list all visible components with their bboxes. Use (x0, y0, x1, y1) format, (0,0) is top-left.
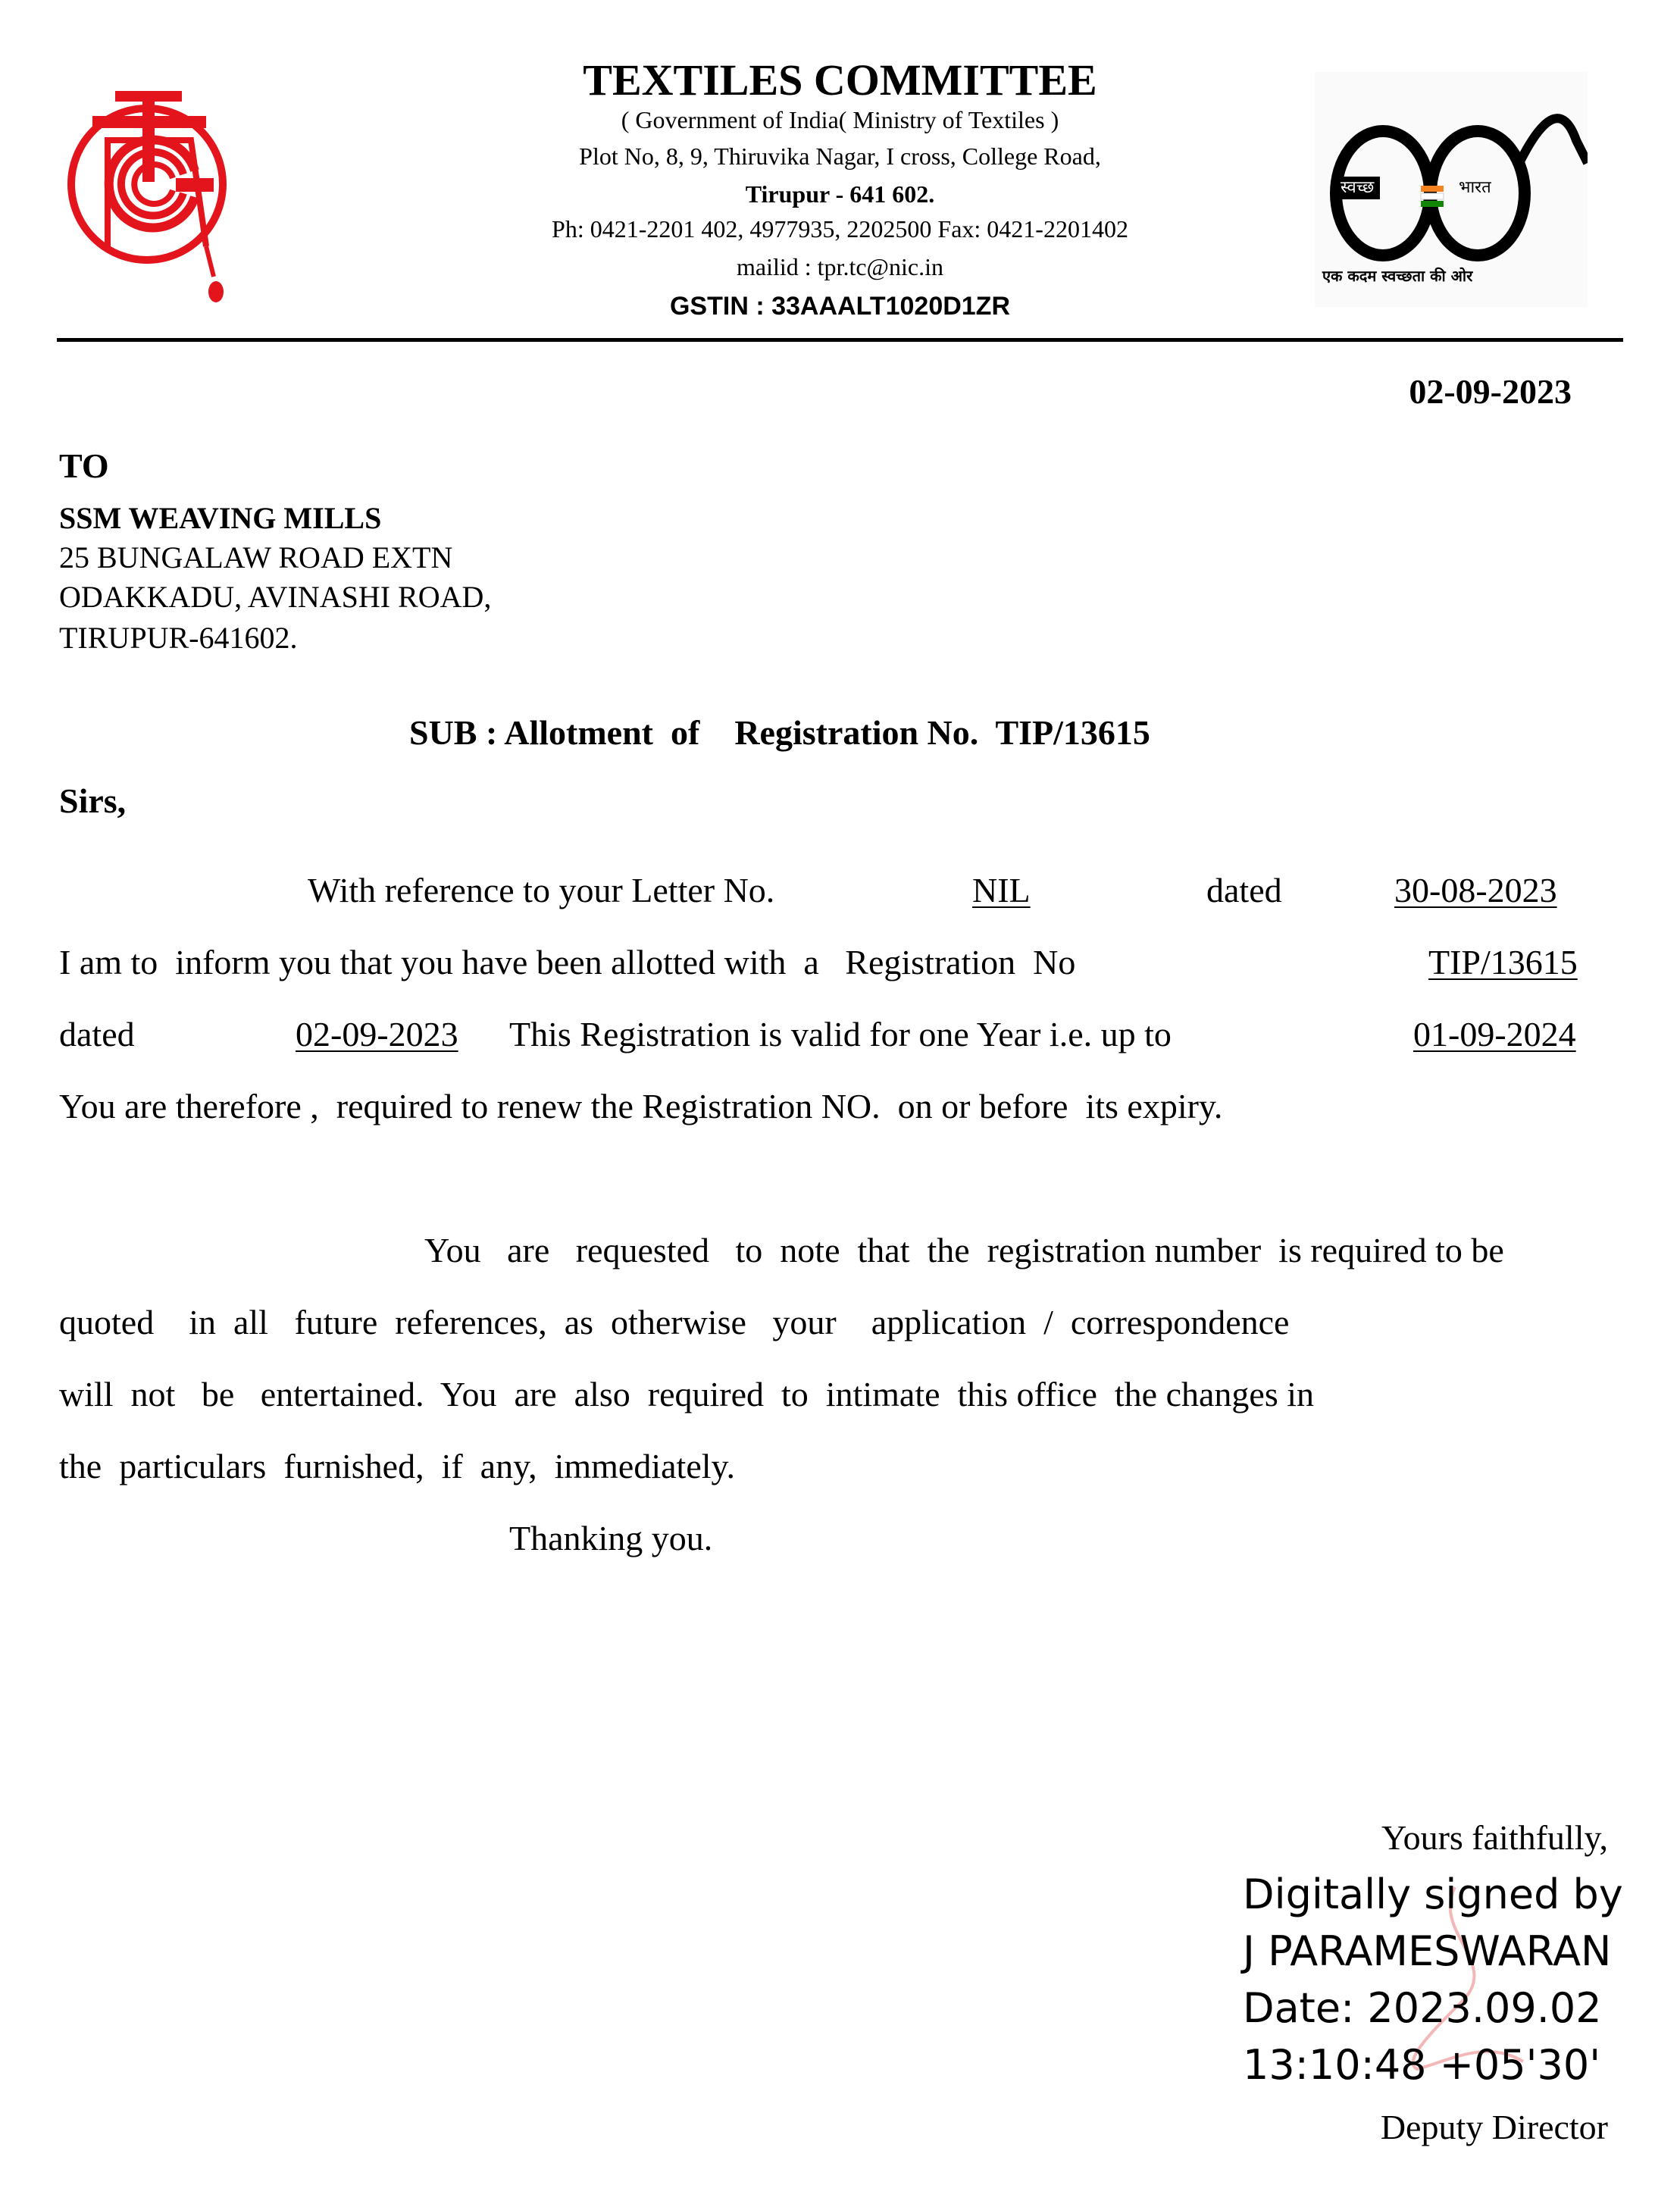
salutation: Sirs, (59, 781, 127, 820)
signature-line-3: Date: 2023.09.02 (1243, 1984, 1602, 2032)
valid-upto-date: 01-09-2024 (1413, 1015, 1576, 1053)
letter-date-ref: 30-08-2023 (1394, 871, 1557, 909)
note-line-1: You are requested to note that the registration number is required to be (424, 1231, 1504, 1269)
to-label: TO (59, 446, 109, 485)
swachh-tagline: एक कदम स्वच्छता की ओर (1322, 267, 1473, 285)
address-line-1: Plot No, 8, 9, Thiruvika Nagar, I cross, College Road, (579, 142, 1101, 170)
dated-label-2: dated (59, 1015, 135, 1053)
letter-date: 02-09-2023 (1409, 372, 1572, 411)
header-divider (57, 338, 1623, 342)
dated-label: dated (1206, 871, 1282, 909)
phone-fax: Ph: 0421-2201 402, 4977935, 2202500 Fax: 0421-2201402 (552, 215, 1128, 243)
addressee-line-1: 25 BUNGALAW ROAD EXTN (59, 540, 453, 574)
addressee-line-2: ODAKKADU, AVINASHI ROAD, (59, 580, 492, 614)
renew-text: You are therefore , required to renew the Registration NO. on or before its expiry. (59, 1087, 1223, 1125)
letter-number: NIL (972, 871, 1031, 909)
inform-text: I am to inform you that you have been allotted with a Registration No (59, 943, 1076, 981)
bharat-text: भारत (1459, 178, 1491, 197)
gstin: GSTIN : 33AAALT1020D1ZR (669, 292, 1011, 321)
signature-line-1: Digitally signed by (1243, 1870, 1623, 1918)
registration-number: TIP/13615 (1428, 943, 1578, 981)
validity-text: This Registration is valid for one Year i.e. up to (509, 1015, 1172, 1053)
mail-id: mailid : tpr.tc@nic.in (737, 253, 943, 280)
addressee-name: SSM WEAVING MILLS (59, 501, 382, 535)
signature-line-4: 13:10:48 +05'30' (1243, 2041, 1601, 2089)
signature-line-2: J PARAMESWARAN (1243, 1927, 1612, 1975)
closing: Yours faithfully, (1381, 1818, 1608, 1857)
swachh-text: स्वच्छ (1341, 178, 1375, 197)
address-line-2: Tirupur - 641 602. (745, 180, 935, 208)
designation: Deputy Director (1380, 2108, 1608, 2146)
note-line-3: will not be entertained. You are also required to intimate this office the changes in (59, 1375, 1315, 1413)
note-line-2: quoted in all future references, as otherwise your application / correspondence (59, 1303, 1290, 1341)
registration-date: 02-09-2023 (296, 1015, 458, 1053)
thanking-you: Thanking you. (509, 1519, 713, 1557)
note-line-4: the particulars furnished, if any, immediately. (59, 1447, 736, 1485)
govt-line: ( Government of India( Ministry of Textiles ) (621, 106, 1059, 133)
addressee-line-3: TIRUPUR-641602. (59, 621, 298, 655)
org-name: TEXTILES COMMITTEE (583, 55, 1097, 105)
reference-text: With reference to your Letter No. (308, 871, 775, 909)
subject: SUB : Allotment of Registration No. TIP/13615 (409, 713, 1150, 752)
